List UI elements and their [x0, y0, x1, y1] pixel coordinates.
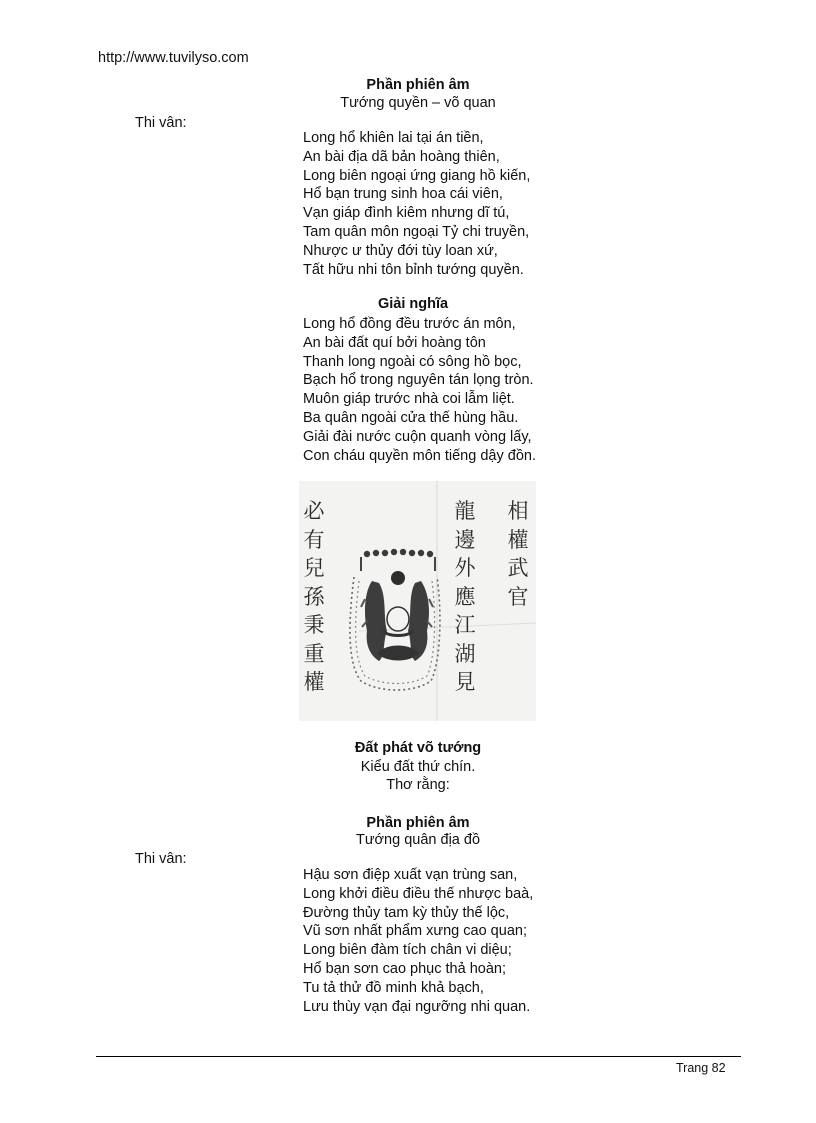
- footer-rule: [96, 1056, 741, 1057]
- page-number: Trang 82: [676, 1061, 726, 1075]
- section1-subheading: Tướng quyền – võ quan: [340, 95, 496, 111]
- verse-line: Đường thủy tam kỳ thủy thế lộc,: [303, 904, 510, 921]
- section1-label: Thi vân:: [135, 115, 187, 131]
- section4-heading: Phần phiên âm: [366, 815, 470, 831]
- verse-line: An bài địa dã bản hoàng thiên,: [303, 148, 500, 165]
- verse-line: Long hổ khiên lai tại án tiền,: [303, 130, 484, 146]
- section4-label: Thi vân:: [135, 851, 187, 867]
- section3-title: Đất phát võ tướng: [354, 740, 482, 756]
- section3-line2: Thơ rằng:: [386, 777, 450, 793]
- verse-line: Long biên ngoại ứng giang hồ kiến,: [303, 167, 531, 184]
- verse-line: Lưu thùy vạn đại ngưỡng nhi quan.: [303, 998, 531, 1015]
- figure-caption-left: 必有兒孫秉重權: [303, 499, 325, 694]
- verse-line: Vũ sơn nhất phẩm xưng cao quan;: [303, 923, 527, 940]
- verse-line: Hậu sơn điệp xuất vạn trùng san,: [303, 867, 518, 883]
- figure-caption-right: 相權武官: [507, 499, 529, 609]
- verse-line: Giải đài nước cuộn quanh vòng lấy,: [303, 428, 532, 445]
- section4-verse: [303, 866, 533, 1016]
- verse-line: Thanh long ngoài có sông hồ bọc,: [303, 353, 522, 370]
- verse-line: An bài đất quí bởi hoàng tôn: [303, 334, 486, 351]
- verse-line: Tam quân môn ngoại Tỷ chi truyền,: [303, 223, 530, 240]
- verse-line: Tất hữu nhi tôn bỉnh tướng quyền.: [303, 261, 524, 278]
- verse-line: Ba quân ngoài cửa thế hùng hầu.: [303, 409, 519, 426]
- section2-verse: [303, 315, 536, 465]
- section3-line1: Kiểu đất thứ chín.: [360, 759, 476, 775]
- verse-line: Hổ bạn trung sinh hoa cái viên,: [303, 186, 503, 203]
- verse-line: Vạn giáp đình kiêm nhưng dĩ tú,: [303, 205, 510, 222]
- section1-heading: Phần phiên âm: [366, 77, 470, 93]
- fengshui-diagram-figure: [299, 481, 536, 721]
- section4-subheading: Tướng quân địa đồ: [355, 832, 481, 848]
- figure-caption-middle: 龍邊外應江湖見: [454, 499, 476, 694]
- verse-line: Hổ bạn sơn cao phục thả hoàn;: [303, 960, 506, 977]
- site-url: http://www.tuvilyso.com: [98, 50, 249, 66]
- section1-verse: [303, 129, 530, 279]
- verse-line: Muôn giáp trước nhà coi lẫm liệt.: [303, 391, 515, 408]
- verse-line: Long biên đàm tích chân vi diệu;: [303, 942, 512, 959]
- verse-line: Long khởi điều điều thế nhược baà,: [303, 885, 534, 902]
- verse-line: Bạch hổ trong nguyên tán lọng tròn.: [303, 372, 534, 389]
- verse-line: Con cháu quyền môn tiếng dậy đồn.: [303, 447, 536, 464]
- verse-line: Long hổ đồng đều trước án môn,: [303, 316, 516, 332]
- terrain-drawing: [299, 481, 536, 721]
- verse-line: Tu tả thử đồ minh khả bạch,: [303, 979, 484, 996]
- verse-line: Nhược ư thủy đới tùy loan xứ,: [303, 242, 498, 259]
- section2-heading: Giải nghĩa: [378, 296, 449, 312]
